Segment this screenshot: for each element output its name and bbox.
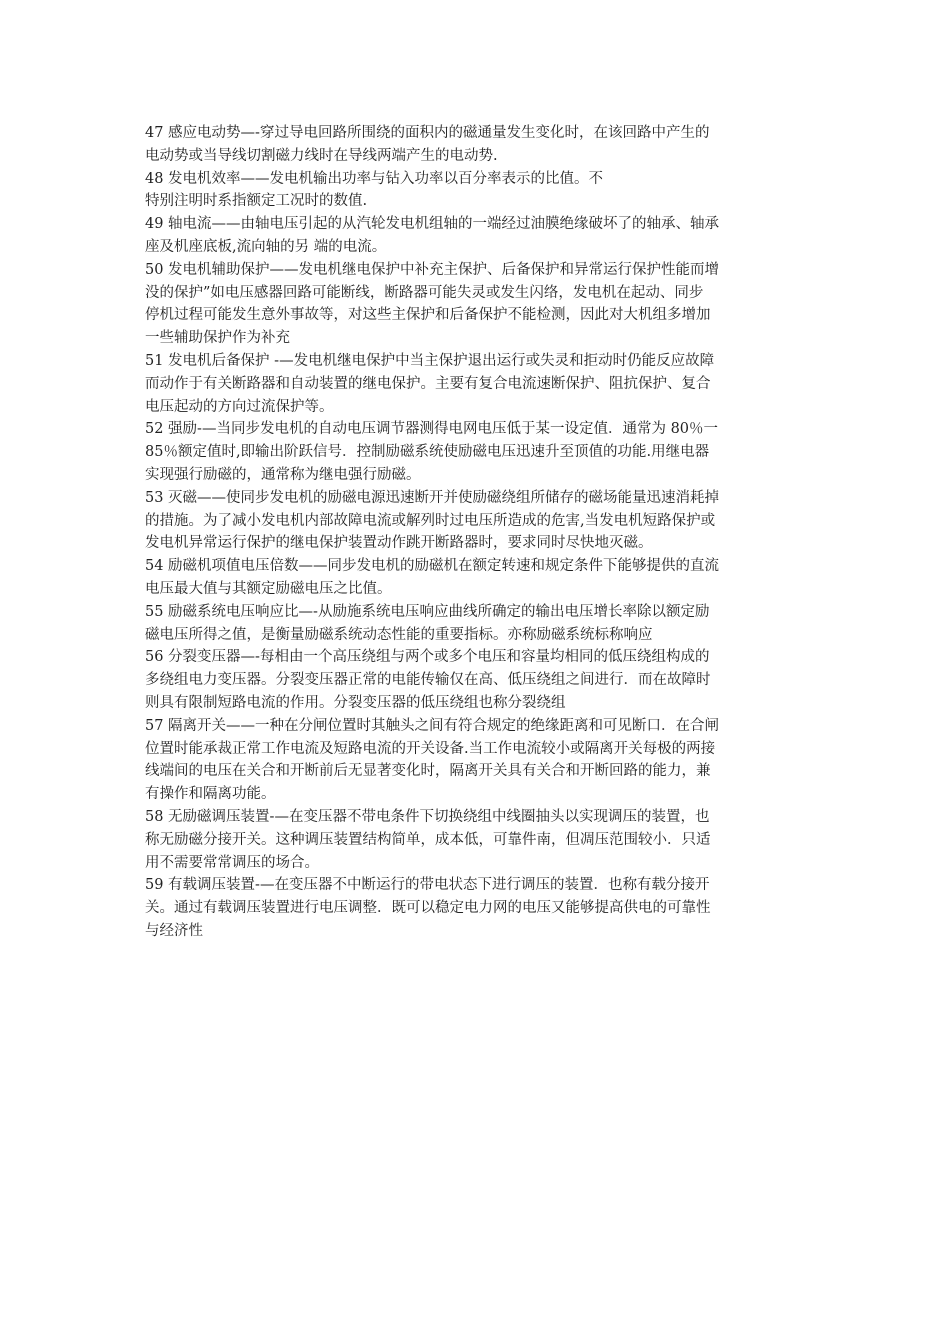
entry-line: 52 强励-—当同步发电机的自动电压调节器测得电网电压低于某一设定值．通常为 80％一 (145, 421, 719, 438)
entry-line: 用不需要常常调压的场合。 (145, 854, 319, 871)
entry-59 (145, 874, 810, 942)
entry-49 (145, 213, 810, 259)
entry-line: 磁电压所得之值，是衡量励磁系统动态性能的重要指标。亦称励磁系统标称响应 (145, 626, 653, 643)
entry-line: 多绕组电力变压器。分裂变压器正常的电能传输仅在高、低压绕组之间进行．而在故障时 (145, 672, 711, 689)
entry-54 (145, 555, 810, 601)
entry-line: 没的保护”如电压感器回路可能断线，断路器可能失灵或发生闪络，发电机在起动、同步 (145, 284, 704, 301)
entry-line: 有操作和隔离功能。 (145, 786, 276, 803)
entry-line: 的措施。为了减小发电机内部故障电流或解列时过电压所造成的危害,当发电机短路保护或 (145, 512, 716, 529)
entry-53 (145, 487, 810, 555)
entry-line: 59 有载调压装置-—在变压器不中断运行的带电状态下进行调压的装置．也称有载分接开 (145, 877, 710, 894)
entry-50 (145, 259, 810, 350)
entry-line: 电压起动的方向过流保护等。 (145, 398, 334, 415)
entry-line: 发电机异常运行保护的继电保护装置动作跳开断路器时，要求同时尽快地灭磁。 (145, 535, 653, 552)
entry-line: 实现强行励磁的，通常称为继电强行励磁。 (145, 466, 421, 483)
entry-line: 56 分裂变压器—-每相由一个高压绕组与两个或多个电压和容量均相同的低压绕组构成的 (145, 649, 710, 666)
entry-line: 称无励磁分接开关。这种调压装置结构简单，成本低，可靠件南，但凋压范围较小．只适 (145, 831, 711, 848)
entry-line: 停机过程可能发生意外事故等，对这些主保护和后备保护不能检测，因此对大机组多增加 (145, 307, 711, 324)
entry-line: 电压最大值与其额定励磁电压之比值。 (145, 580, 392, 597)
entry-line: 特别注明时系指额定工况时的数值. (145, 193, 368, 210)
document-body (145, 122, 810, 943)
entry-58 (145, 806, 810, 874)
entry-line: 58 无励磁调压装置-—在变压器不带电条件下切换绕组中线圈抽头以实现调压的装置，也 (145, 808, 710, 825)
entry-line: 85％额定值时,即输出阶跃信号．控制励磁系统使励磁电压迅速升至顶值的功能.用继电器 (145, 444, 710, 461)
entry-line: 座及机座底板,流向轴的另 端的电流。 (145, 238, 387, 255)
entry-line: 57 隔离开关——一种在分闸位置时其触头之间有符合规定的绝缘距离和可见断口．在合闸 (145, 717, 720, 734)
entry-51 (145, 350, 810, 418)
entry-line: 49 轴电流——由轴电压引起的从汽轮发电机组轴的一端经过油膜绝缘破坏了的轴承、轴承 (145, 216, 720, 233)
entry-line: 线端间的电压在关合和开断前后无显著变化时，隔离开关具有关合和开断回路的能力，兼 (145, 763, 711, 780)
entry-47 (145, 122, 810, 168)
entry-line: 54 励磁机项值电压倍数——同步发电机的励磁机在额定转速和规定条件下能够提供的直流 (145, 558, 720, 575)
entry-line: 55 励磁系统电压响应比—-从励施系统电压响应曲线所确定的输出电压增长率除以额定励 (145, 603, 710, 620)
entry-line: 51 发电机后备保护 -—发电机继电保护中当主保护退出运行或失灵和拒动时仍能反应故障 (145, 352, 715, 369)
entry-line: 位置时能承裁正常工作电流及短路电流的开关设备.当工作电流较小或隔离开关每极的两接 (145, 740, 716, 757)
entry-line: 47 感应电动势—-穿过导电回路所围绕的面积内的磁通量发生变化时，在该回路中产生的 (145, 125, 710, 141)
entry-line: 53 灭磁——使同步发电机的励磁电源迅速断开并使励磁绕组所储存的磁场能量迅速消耗掉 (145, 489, 720, 506)
entry-line: 关。通过有载调压装置进行电压调整．既可以稳定电力网的电压又能够提高供电的可靠性 (145, 900, 711, 917)
entry-line: 与经济性 (145, 922, 203, 939)
entry-56 (145, 646, 810, 714)
entry-48 (145, 168, 810, 214)
entry-52 (145, 418, 810, 486)
entry-line: 则具有限制短路电流的作用。分裂变压器的低压绕组也称分裂绕组 (145, 694, 566, 711)
entry-55 (145, 601, 810, 647)
entry-line: 50 发电机辅助保护——发电机继电保护中补充主保护、后备保护和异常运行保护性能而增 (145, 261, 720, 278)
entry-line: 48 发电机效率——发电机输出功率与钻入功率以百分率表示的比值。不 (145, 170, 604, 187)
entry-line: 一些辅助保护作为补充 (145, 330, 290, 347)
entry-line: 而动作于有关断路器和自动装置的继电保护。主要有复合电流速断保护、阻抗保护、复合 (145, 375, 711, 392)
entry-line: 电动势或当导线切割磁力线时在导线两端产生的电动势. (145, 147, 498, 164)
entry-57 (145, 715, 810, 806)
